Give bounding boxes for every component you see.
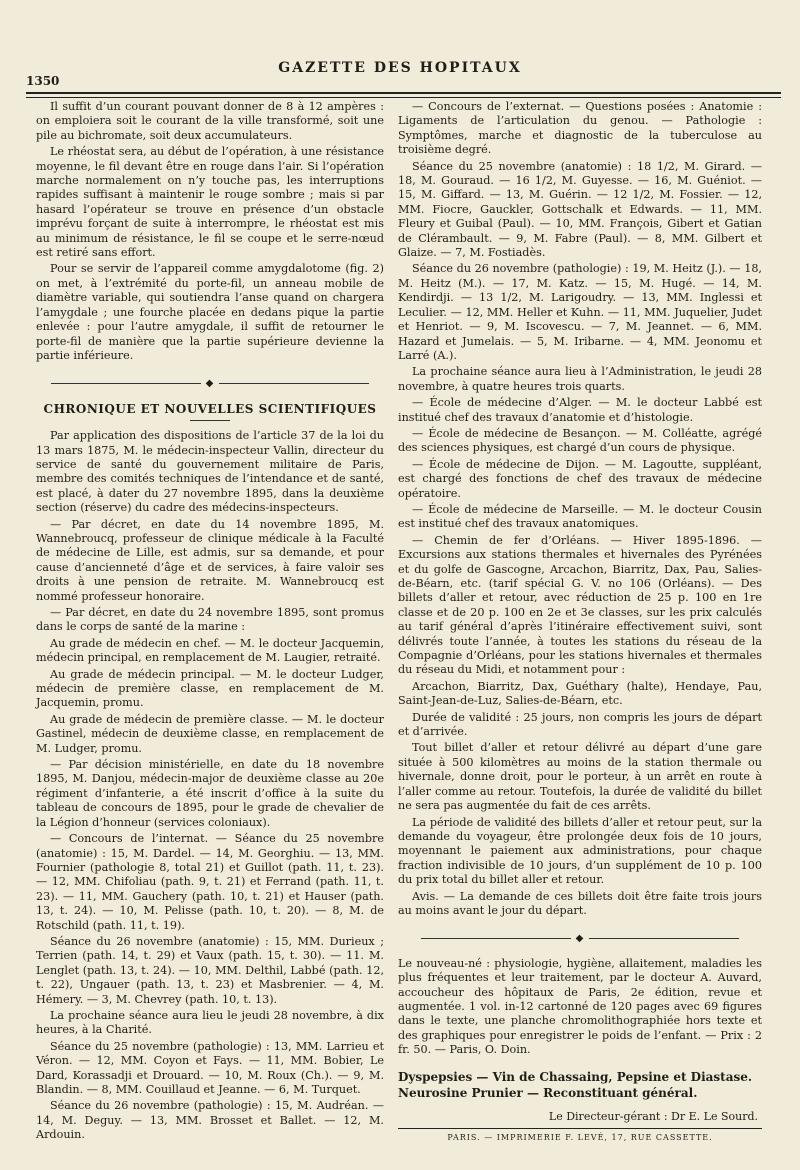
news-item: Séance du 26 novembre (pathologie) : 19, M. Heitz (J.). — 18, M. Heitz (M.). — 17, M. Katz. — 15, M. Hugé. — 14, M. Kendirdji. — 13 1/2, M. Larigoudry. — 13, MM. Inglessi et Leculier. — 12, MM. Heller et Kuhn. — 11, MM. Juquelier, Judet et Henriot. — 9, M. Iscovescu. — 7, M. Jeannet. — 6, MM. Hazard et Jumelais. — 5, M. Iribarne. — 4, MM. Jeonomu et Larré (A.). [398, 262, 762, 362]
news-item: — École de médecine de Marseille. — M. le docteur Cousin est institué chef des travaux anatomiques. [398, 502, 762, 531]
running-title: GAZETTE DES HOPITAUX [278, 60, 522, 76]
section-title: CHRONIQUE ET NOUVELLES SCIENTIFIQUES [43, 401, 377, 416]
news-item: Durée de validité : 25 jours, non compris les jours de départ et d’arrivée. [398, 710, 762, 739]
news-item: Séance du 25 novembre (pathologie) : 13, MM. Larrieu et Véron. — 12, MM. Coyon et Fays. — 11, MM. Bobier, Le Dard, Korassadji et Drouard. — 10, M. Roux (Ch.). — 9, M. Blandin. — 8, MM. Couillaud et Jeanne. — 6, M. Turquet. [36, 1039, 384, 1096]
header-rule [26, 92, 781, 98]
news-item: Séance du 26 novembre (pathologie) : 15, M. Audréan. — 14, M. Deguy. — 13, MM. Brosset et Ballet. — 12, M. Ardouin. [36, 1099, 384, 1142]
footer-rule [398, 1128, 762, 1129]
section-rule [190, 420, 230, 421]
news-item: La période de validité des billets d’aller et retour peut, sur la demande du voyageur, être prolongée deux fois de 10 jours, moyennant le paiement aux administrations, pour chaque fraction indivisible de 10 jours, d’un supplément de 10 p. 100 du prix total du billet aller et retour. [398, 815, 762, 887]
left-column [36, 100, 384, 1145]
ornament-divider: ◆ [36, 377, 384, 391]
news-item: Avis. — La demande de ces billets doit être faite trois jours au moins avant le jour du départ. [398, 889, 762, 917]
news-item: Au grade de médecin principal. — M. le docteur Ludger, médecin de première classe, en remplacement de M. Jacquemin, promu. [36, 667, 384, 710]
news-item: — École de médecine d’Alger. — M. le docteur Labbé est institué chef des travaux d’anatomie et d’histologie. [398, 396, 762, 424]
book-notice: Le nouveau-né : physiologie, hygiène, allaitement, maladies les plus fréquentes et leur traitement, par le docteur A. Auvard, accoucheur des hôpitaux de Paris, 2e édition, revue et augmentée. 1 vol. in-12 cartonné de 120 pages avec 69 figures dans le texte, une planche chromolithographiée hors texte et des graphiques pour enregistrer le poids de l’enfant. — Prix : 2 fr. 50. — Paris, O. Doin. [398, 956, 762, 1057]
ornament-divider: ◆ [398, 932, 762, 946]
news-item: Arcachon, Biarritz, Dax, Guéthary (halte), Hendaye, Pau, Saint-Jean-de-Luz, Salies-de-Béarn, etc. [398, 679, 762, 708]
paragraph: Il suffit d’un courant pouvant donner de 8 à 12 ampères : on emploiera soit le courant de la ville transformé, soit une pile au bichromate, soit deux accumulateurs. [36, 100, 384, 142]
printer-imprint: PARIS. — IMPRIMERIE F. LEVÉ, 17, RUE CASSETTE. [447, 1132, 713, 1142]
news-item: — Concours de l’internat. — Séance du 25 novembre (anatomie) : 15, M. Dardel. — 14, M. Georghiu. — 13, MM. Fournier (pathologie 8, total 21) et Guillot (path. 11, t. 23). — 12, MM. Chifoliau (path. 9, t. 21) et Ferrand (path. 11, t. 23). — 11, MM. Gauchery (path. 10, t. 21) et Hauser (path. 13, t. 24). — 10, M. Pelisse (path. 10, t. 20). — 8, M. de Rotschild (path. 11, t. 19). [36, 832, 384, 932]
news-item: — Chemin de fer d’Orléans. — Hiver 1895-1896. — Excursions aux stations thermales et hivernales des Pyrénées et du golfe de Gascogne, Arcachon, Biarritz, Dax, Pau, Salies-de-Béarn, etc. (tarif spécial G. V. no 106 (Orléans). — Des billets d’aller et retour, avec réduction de 25 p. 100 en 1re classe et de 20 p. 100 en 2e et 3e classes, sur les prix calculés au tarif général d’après l’itinéraire effectivement suivi, sont délivrés toute l’année, à toutes les stations du réseau de la Compagnie d’Orléans, pour les stations hivernales et thermales du réseau du Midi, et notamment pour : [398, 533, 762, 677]
news-item: Séance du 25 novembre (anatomie) : 18 1/2, M. Girard. — 18, M. Gouraud. — 16 1/2, M. Guyesse. — 16, M. Guéniot. — 15, M. Giffard. — 13, M. Guérin. — 12 1/2, M. Fossier. — 12, MM. Fiocre, Gauckler, Gottschalk et Edwards. — 11, MM. Fleury et Guibal (Paul). — 10, MM. François, Gibert et Gatian de Clérambault. — 9, M. Fabre (Paul). — 8, MM. Gilbert et Glaize. — 7, M. Fostiadès. [398, 159, 762, 260]
news-item: Au grade de médecin en chef. — M. le docteur Jacquemin, médecin principal, en remplacement de M. Laugier, retraité. [36, 636, 384, 665]
news-item: Par application des dispositions de l’article 37 de la loi du 13 mars 1875, M. le médecin-inspecteur Vallin, directeur du service de santé du gouvernement militaire de Paris, membre des comités techniques de l’intendance et de santé, est placé, à dater du 27 novembre 1895, dans la deuxième section (réserve) du cadre des médecins-inspecteurs. [36, 429, 384, 515]
news-item: — École de médecine de Besançon. — M. Colléatte, agrégé des sciences physiques, est chargé d’un cours de physique. [398, 426, 762, 455]
right-column [398, 100, 762, 1145]
news-item: Au grade de médecin de première classe. — M. le docteur Gastinel, médecin de deuxième classe, en remplacement de M. Ludger, promu. [36, 712, 384, 755]
news-item: — Par décision ministérielle, en date du 18 novembre 1895, M. Danjou, médecin-major de deuxième classe au 20e régiment d’infanterie, a été inscrit d’office à la suite du tableau de concours de 1895, pour le grade de chevalier de la Légion d’honneur (services coloniaux). [36, 758, 384, 829]
news-item: — Concours de l’externat. — Questions posées : Anatomie : Ligaments de l’articulation du genou. — Pathologie : Symptômes, marche et diagnostic de la tuberculose au troisième degré. [398, 100, 762, 157]
director-signature: Le Directeur-gérant : Dr E. Le Sourd. [548, 1110, 758, 1124]
advertisement-neurosine: Neurosine Prunier — Reconstituant général. [398, 1086, 698, 1100]
news-item: — Par décret, en date du 14 novembre 1895, M. Wannebroucq, professeur de clinique médicale à la Faculté de médecine de Lille, est admis, sur sa demande, et pour cause d’ancienneté d’âge et de services, à faire valoir ses droits à une pension de retraite. M. Wannebroucq est nommé professeur honoraire. [36, 517, 384, 603]
news-item: — Par décret, en date du 24 novembre 1895, sont promus dans le corps de santé de la marine : [36, 606, 384, 634]
page-number: 1350 [26, 74, 60, 88]
advertisement-dyspepsies: Dyspepsies — Vin de Chassaing, Pepsine et Diastase. [398, 1069, 753, 1084]
news-item: La prochaine séance aura lieu à l’Administration, le jeudi 28 novembre, à quatre heures trois quarts. [398, 365, 762, 393]
news-item: La prochaine séance aura lieu le jeudi 28 novembre, à dix heures, à la Charité. [36, 1008, 384, 1037]
news-item: Tout billet d’aller et retour délivré au départ d’une gare située à 500 kilomètres au moins de la station thermale ou hivernale, donne droit, pour le porteur, à un arrêt en route à l’aller comme au retour. Toutefois, la durée de validité du billet ne sera pas augmentée du fait de ces arrêts. [398, 741, 762, 813]
news-item: Séance du 26 novembre (anatomie) : 15, MM. Durieux ; Terrien (path. 14, t. 29) et Vaux (path. 15, t. 30). — 11. M. Lenglet (path. 13, t. 24). — 10, MM. Delthil, Labbé (path. 12, t. 22), Ungauer (path. 13, t. 23) et Masbrenier. — 4, M. Hémery. — 3, M. Chevrey (path. 10, t. 13). [36, 934, 384, 1006]
paragraph: Le rhéostat sera, au début de l’opération, à une résistance moyenne, le fil devant être en rouge dans l’air. Si l’opération marche normalement on n’y touche pas, les interruptions rapides suffisant à maintenir le rouge sombre ; mais si par hasard l’opérateur se trouve en présence d’un obstacle imprévu forçant de suite à interrompre, le rhéostat est mis au minimum de résistance, le fil se coupe et le serre-nœud est retiré sans effort. [36, 145, 384, 260]
paragraph: Pour se servir de l’appareil comme amygdalotome (fig. 2) on met, à l’extrémité du porte-fil, un anneau mobile de diamètre variable, qui soutiendra l’anse quand on chargera l’amygdale ; une fourche placée en dedans pique la partie enlevée : pour l’autre amygdale, il suffit de retourner le porte-fil de manière que la partie supérieure devienne la partie inférieure. [36, 262, 384, 362]
news-item: — École de médecine de Dijon. — M. Lagoutte, suppléant, est chargé des fonctions de chef des travaux de médecine opératoire. [398, 457, 762, 500]
